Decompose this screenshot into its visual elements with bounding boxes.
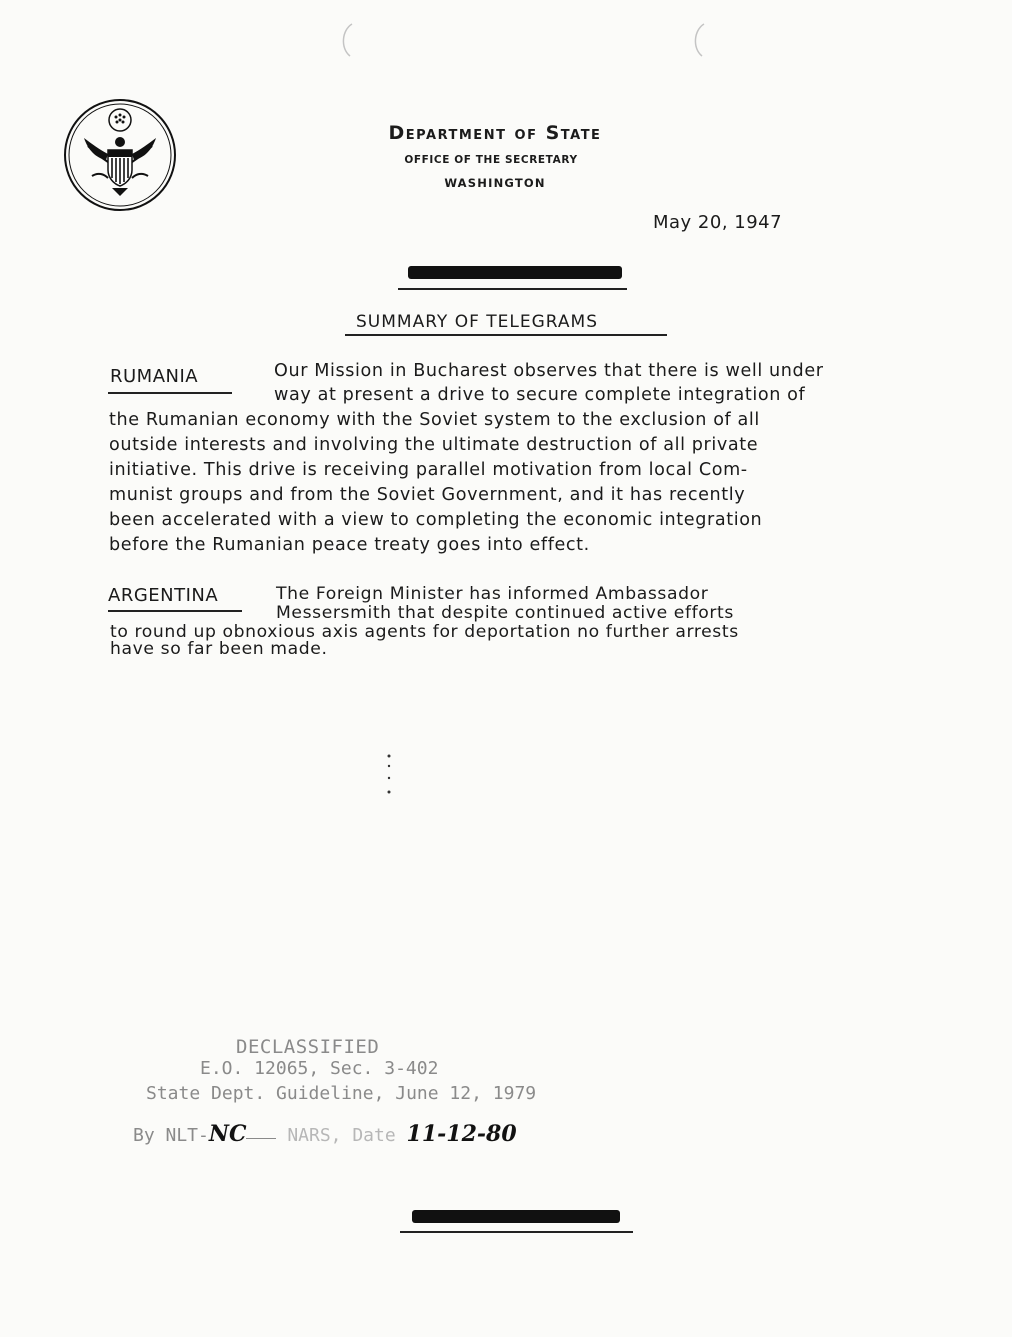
declassified-by-line [133,1121,517,1147]
state-guideline: State Dept. Guideline, June 12, 1979 [146,1083,537,1104]
declassification-date: 11-12-80 [406,1121,517,1147]
section-label-rumania: RUMANIA [110,366,199,387]
nars-date-label: NARS, Date [287,1125,396,1146]
text-line: Messersmith that despite continued active efforts [276,603,734,623]
title-underline [345,334,667,336]
letterhead [330,122,680,190]
text-line: Our Mission in Bucharest observes that there is well under [274,361,824,381]
text-line: outside interests and involving the ultimate destruction of all private [109,435,759,455]
text-line: before the Rumanian peace treaty goes into effect. [109,535,590,555]
punch-hole-mark-left [336,22,356,58]
redaction-underline-bottom [400,1231,633,1233]
section-underline-argentina [108,610,242,612]
text-line: to round up obnoxious axis agents for deportation no further arrests [110,622,739,642]
section-underline-rumania [108,392,232,394]
text-line: munist groups and from the Soviet Government, and it has recently [109,485,746,505]
staple-specks [383,752,395,800]
signature-underline [246,1138,276,1139]
by-prefix: By NLT- [133,1125,209,1146]
text-line: have so far been made. [110,639,328,659]
document-title: SUMMARY OF TELEGRAMS [356,312,598,332]
department-name: Department of State [388,122,602,144]
document-date: May 20, 1947 [653,212,783,233]
redaction-underline-top [398,288,627,290]
section-label-argentina: ARGENTINA [108,585,219,606]
text-line: initiative. This drive is receiving parallel motivation from local Com- [109,460,748,480]
text-line: the Rumanian economy with the Soviet system to the exclusion of all [109,410,760,430]
text-line: The Foreign Minister has informed Ambassador [276,584,709,604]
punch-hole-mark-right [688,22,708,58]
office-name: OFFICE OF THE SECRETARY [404,154,578,166]
great-seal-icon [62,98,178,212]
declassified-heading: DECLASSIFIED [236,1036,380,1058]
text-line: way at present a drive to secure complete integration of [274,385,806,405]
text-line: been accelerated with a view to completing the economic integration [109,510,763,530]
city-name: WASHINGTON [444,176,546,190]
reviewer-initials: NC [208,1121,247,1147]
redaction-mark-top [408,266,622,279]
executive-order: E.O. 12065, Sec. 3-402 [200,1058,439,1079]
redaction-mark-bottom [412,1210,620,1223]
